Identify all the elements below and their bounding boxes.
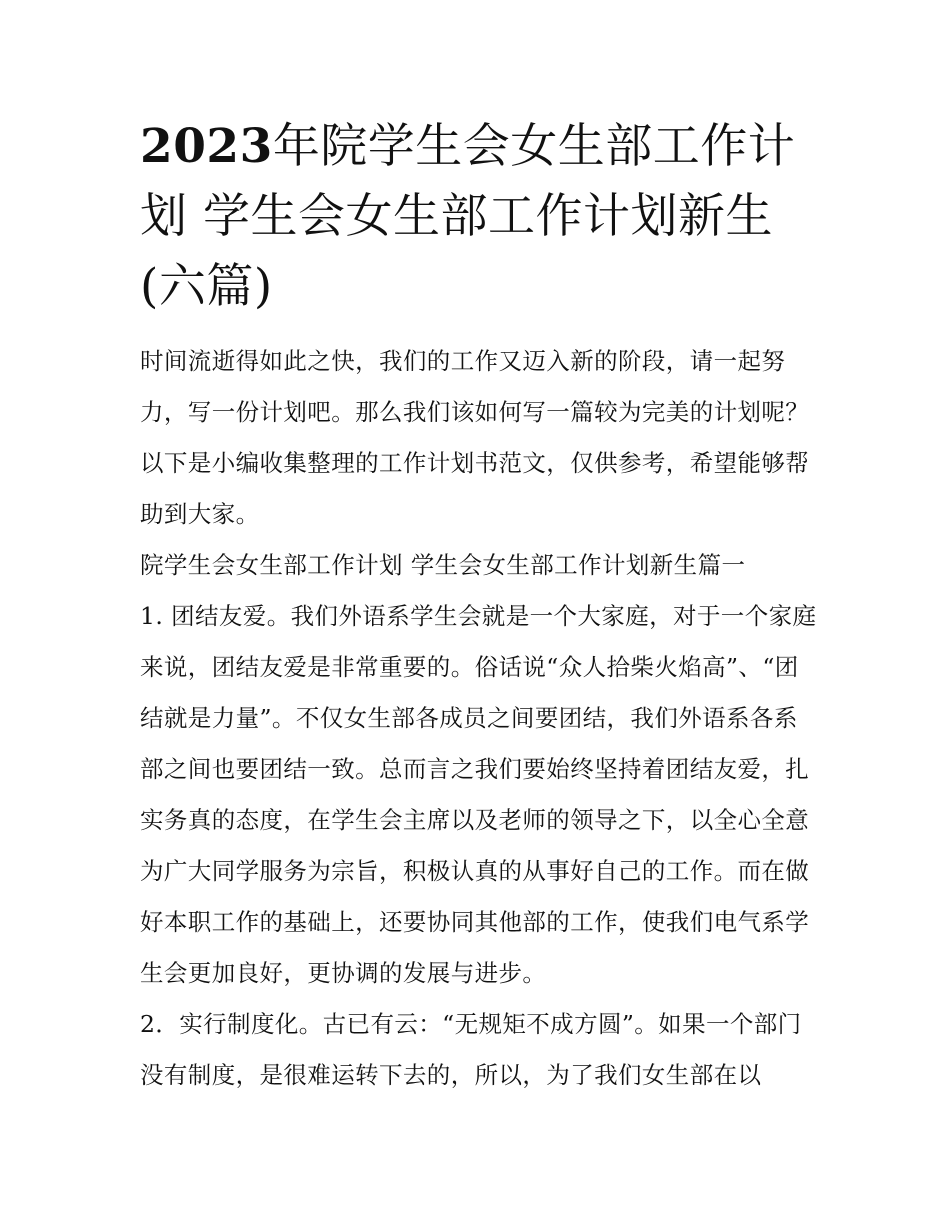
list-item-2: 2．实行制度化。古已有云：“无规矩不成方圆”。如果一个部门没有制度，是很难运转下去的，所以，为了我们女生部在以: [140, 1010, 802, 1089]
intro-paragraph: 时间流逝得如此之快，我们的工作又迈入新的阶段，请一起努力，写一份计划吧。那么我们该如何写一篇较为完美的计划呢？以下是小编收集整理的工作计划书范文，仅供参考，希望能够帮助到大家。: [140, 347, 810, 528]
list-item-1: 1. 团结友爱。我们外语系学生会就是一个大家庭，对于一个家庭来说，团结友爱是非常重要的。俗话说“众人拾柴火焰高”、“团结就是力量”。不仅女生部各成员之间要团结，我们外语系各系部之间也要团结一致。总而言之我们要始终坚持着团结友爱，扎实务真的态度，在学生会主席以及老师的领导之下，以全心全意为广大同学服务为宗旨，积极认真的从事好自己的工作。而在做好本职工作的基础上，还要协同其他部的工作，使我们电气系学生会更加良好，更协调的发展与进步。: [140, 602, 817, 987]
document-body: [140, 112, 820, 1101]
title-text: 年院学生会女生部工作计划 学生会女生部工作计划新生(六篇): [140, 119, 796, 314]
section-heading: 院学生会女生部工作计划 学生会女生部工作计划新生篇一: [140, 551, 746, 579]
title-year: 2023: [140, 119, 273, 174]
document-title: [140, 112, 820, 322]
